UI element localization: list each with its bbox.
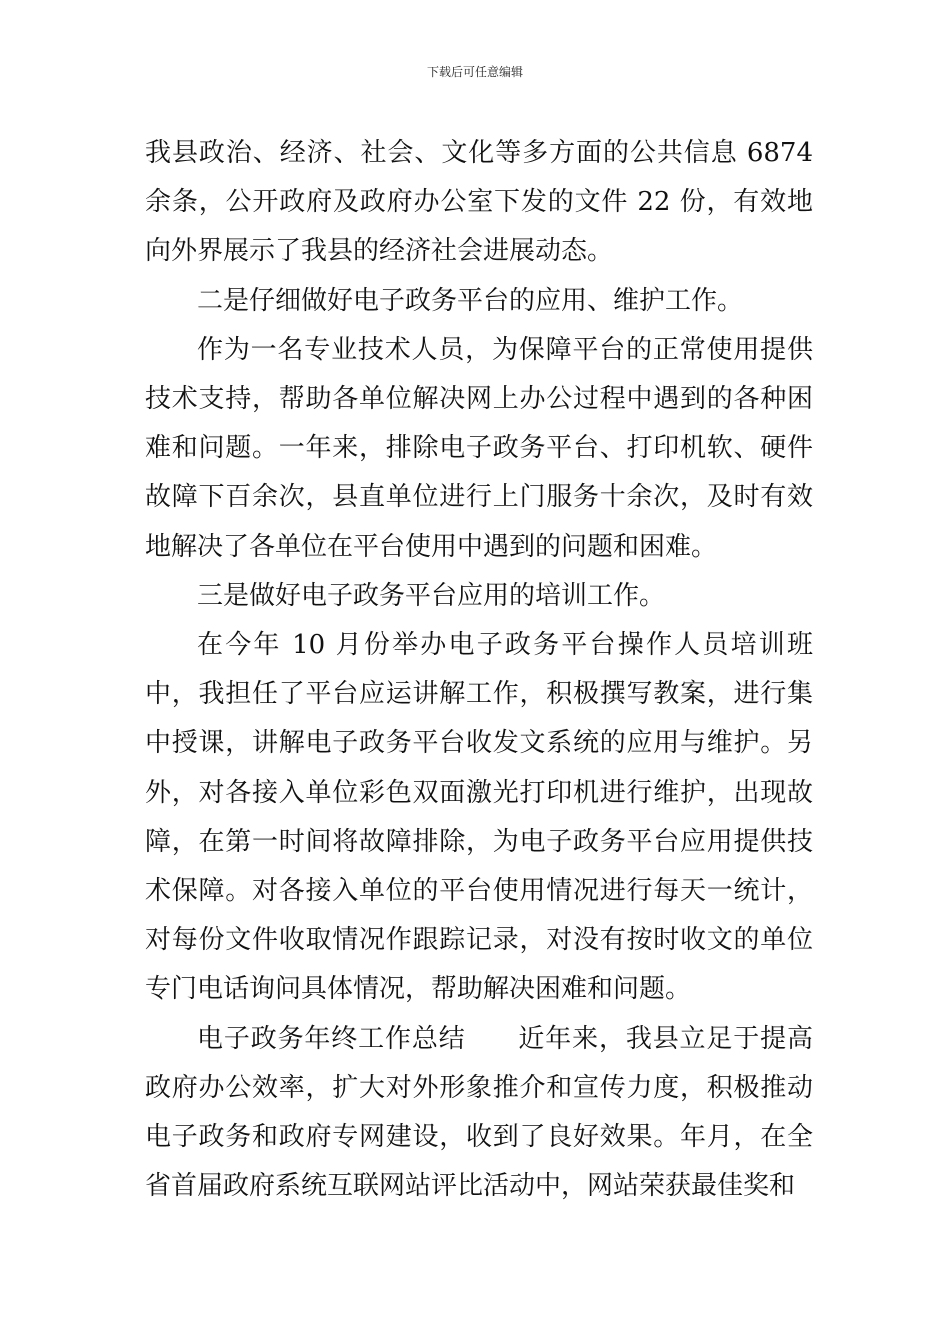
paragraph-public-info: 我县政治、经济、社会、文化等多方面的公共信息 6874 余条，公开政府及政府办公室下发的文件 22 份，有效地向外界展示了我县的经济社会进展动态。: [145, 138, 813, 267]
page-header: 下载后可任意编辑: [426, 65, 523, 79]
paragraph-heading-maintenance: 二是仔细做好电子政务平台的应用、维护工作。: [197, 285, 744, 316]
paragraph-heading-training: 三是做好电子政务平台应用的培训工作。: [197, 580, 666, 611]
paragraph-training-details: 在今年 10 月份举办电子政务平台操作人员培训班中，我担任了平台应运讲解工作，积极撰写教案，进行集中授课，讲解电子政务平台收发文系统的应用与维护。另外，对各接入单位彩色双面激光打印机进行维护，出现故障，在第一时间将故障排除，为电子政务平台应用提供技术保障。对各接入单位的平台使用情况进行每天一统计，对每份文件收取情况作跟踪记录，对没有按时收文的单位专门电话询问具体情况，帮助解决困难和问题。: [145, 630, 813, 1005]
summary-title: 电子政务年终工作总结: [197, 1023, 466, 1054]
paragraph-technical-support: 作为一名专业技术人员，为保障平台的正常使用提供技术支持，帮助各单位解决网上办公过程中遇到的各种困难和问题。一年来，排除电子政务平台、打印机软、硬件故障下百余次，县直单位进行上门服务十余次，及时有效地解决了各单位在平台使用中遇到的问题和困难。: [145, 334, 813, 562]
document-body: [145, 129, 813, 1211]
paragraph-year-end-summary: [145, 1015, 813, 1212]
summary-text: 近年来，我县立足于提高政府办公效率，扩大对外形象推介和宣传力度，积极推动电子政务和政府专网建设，收到了良好效果。年月，在全省首届政府系统互联网站评比活动中，网站荣获最佳奖和: [145, 1023, 813, 1202]
